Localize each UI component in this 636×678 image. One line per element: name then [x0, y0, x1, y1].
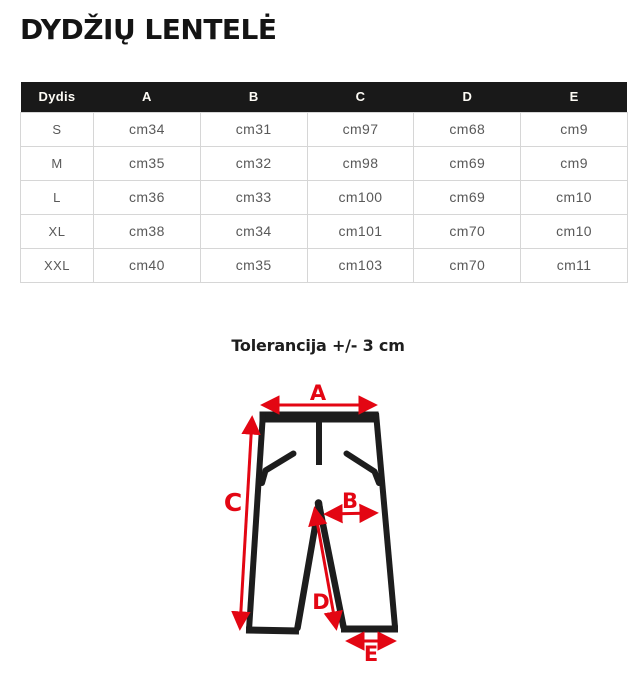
value-cell: cm70 — [414, 248, 521, 282]
value-cell: cm68 — [414, 112, 521, 146]
value-cell: cm9 — [521, 112, 628, 146]
value-cell: cm10 — [521, 180, 628, 214]
pants-measurement-diagram — [185, 375, 465, 675]
dimension-label-b: B — [341, 489, 359, 513]
size-cell: XL — [21, 214, 94, 248]
value-cell: cm38 — [94, 214, 201, 248]
value-cell: cm97 — [307, 112, 414, 146]
table-row-l — [21, 180, 628, 214]
table-row-m — [21, 146, 628, 180]
dimension-label-a: A — [309, 381, 327, 405]
value-cell: cm33 — [200, 180, 307, 214]
value-cell: cm69 — [414, 146, 521, 180]
column-header-c: C — [307, 82, 414, 112]
value-cell: cm11 — [521, 248, 628, 282]
page-title: DYDŽIŲ LENTELĖ — [20, 13, 277, 46]
size-cell: XXL — [21, 248, 94, 282]
value-cell: cm32 — [200, 146, 307, 180]
header-row — [21, 82, 628, 112]
size-cell: L — [21, 180, 94, 214]
value-cell: cm40 — [94, 248, 201, 282]
column-header-a: A — [94, 82, 201, 112]
tolerance-note: Tolerancija +/- 3 cm — [231, 336, 405, 355]
dimension-label-e: E — [363, 642, 379, 666]
value-cell: cm100 — [307, 180, 414, 214]
value-cell: cm10 — [521, 214, 628, 248]
value-cell: cm34 — [200, 214, 307, 248]
table-row-s — [21, 112, 628, 146]
value-cell: cm9 — [521, 146, 628, 180]
column-header-e: E — [521, 82, 628, 112]
table-row-xl — [21, 214, 628, 248]
value-cell: cm31 — [200, 112, 307, 146]
value-cell: cm35 — [200, 248, 307, 282]
value-cell: cm69 — [414, 180, 521, 214]
value-cell: cm34 — [94, 112, 201, 146]
table-row-xxl — [21, 248, 628, 282]
dimension-label-c: C — [223, 488, 243, 517]
value-cell: cm103 — [307, 248, 414, 282]
value-cell: cm35 — [94, 146, 201, 180]
size-table — [20, 82, 628, 283]
size-table-body — [21, 112, 628, 282]
column-header-b: B — [200, 82, 307, 112]
column-header-dydis: Dydis — [21, 82, 94, 112]
dimension-label-d: D — [312, 590, 330, 614]
size-table-header — [21, 82, 628, 112]
column-header-d: D — [414, 82, 521, 112]
value-cell: cm101 — [307, 214, 414, 248]
value-cell: cm70 — [414, 214, 521, 248]
size-cell: S — [21, 112, 94, 146]
value-cell: cm98 — [307, 146, 414, 180]
size-cell: M — [21, 146, 94, 180]
value-cell: cm36 — [94, 180, 201, 214]
dimension-arrow-b — [327, 513, 375, 514]
